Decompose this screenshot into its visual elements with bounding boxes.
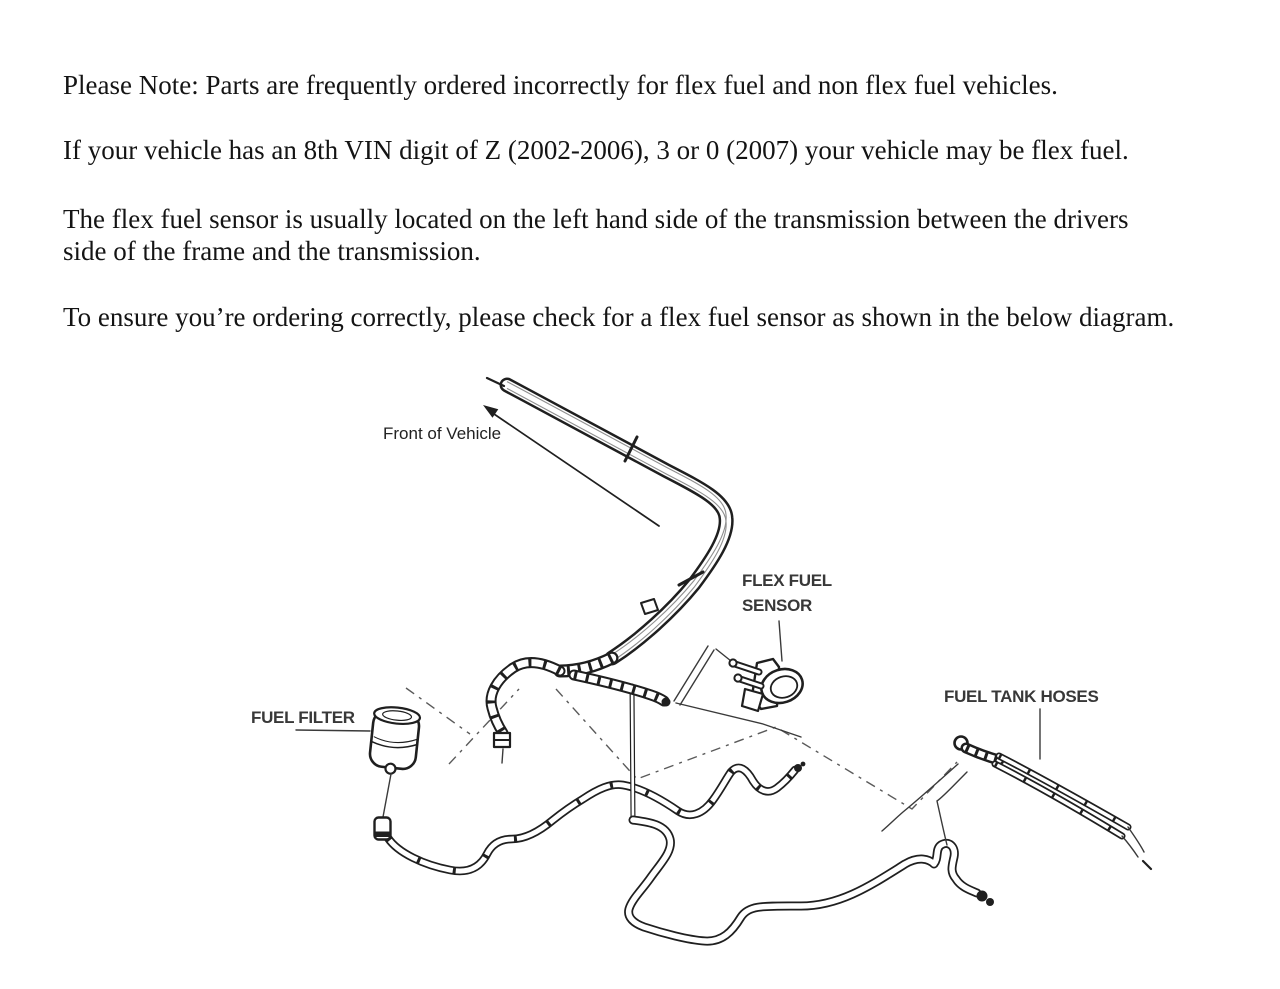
fuel-tank-hoses-drawing <box>882 737 1151 870</box>
fuel-tank-hoses-label: FUEL TANK HOSES <box>944 687 1099 706</box>
line-bracket <box>641 599 658 614</box>
fuel-filter-drawing <box>368 705 421 776</box>
hose-junction <box>560 658 671 707</box>
flex-fuel-sensor-pointer-line <box>779 621 782 661</box>
note-text: If your vehicle has an 8th VIN digit of Z (2002-2006), 3 or 0 (2007) your vehicle may be flex fuel. <box>63 135 1129 165</box>
flex-fuel-sensor-label <box>742 568 832 618</box>
flex-fuel-sensor-label-line2: SENSOR <box>742 596 812 615</box>
flex-fuel-sensor-label-line1: FLEX FUEL <box>742 571 832 590</box>
fuel-filter-connection <box>375 774 392 840</box>
fuel-line-bundle <box>487 378 726 661</box>
bottom-fuel-hose <box>629 820 994 941</box>
note-text: Please Note: Parts are frequently ordered incorrectly for flex fuel and non flex fuel vehicles. <box>63 70 1058 100</box>
hose-end-fitting <box>977 891 988 902</box>
note-text: side of the frame and the transmission. <box>63 236 481 266</box>
fuel-filter-leader-line <box>296 730 370 731</box>
note-text: To ensure you’re ordering correctly, please check for a flex fuel sensor as shown in the below diagram. <box>63 302 1175 332</box>
left-curved-hose <box>491 663 560 763</box>
front-of-vehicle-label: Front of Vehicle <box>383 424 502 443</box>
drop-tube <box>632 686 633 820</box>
mid-fuel-tube <box>388 762 805 871</box>
note-text: The flex fuel sensor is usually located on the left hand side of the transmission between the drivers <box>63 204 1129 234</box>
fuel-filter-label: FUEL FILTER <box>251 708 355 727</box>
flex-fuel-sensor-drawing <box>729 659 807 711</box>
